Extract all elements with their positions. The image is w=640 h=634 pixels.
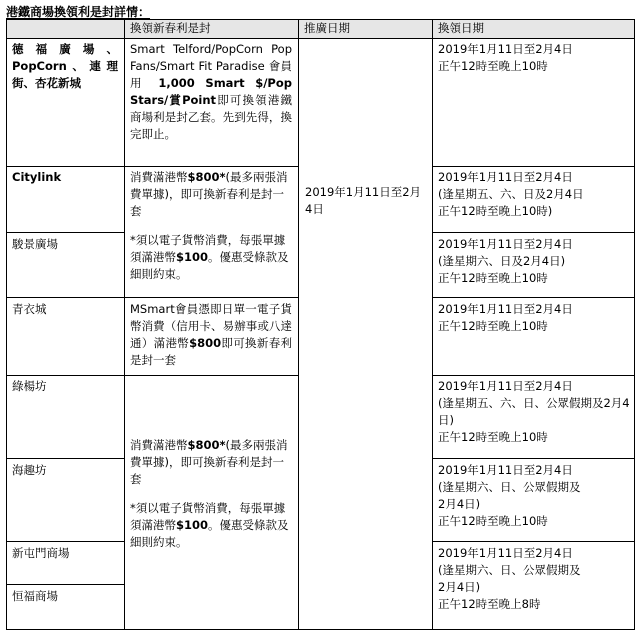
grid-line (6, 232, 124, 233)
page-title: 港鐵商場換領利是封詳情： (6, 5, 151, 19)
redeem-points: 1,000 Smart $/Pop Stars/賞Point (130, 76, 292, 107)
redeem-amount: $800 (189, 336, 222, 350)
location-citylink: Citylink (12, 170, 62, 184)
grid-line (6, 629, 635, 630)
offer-note: *須以電子貨幣消費，每張單據須滿港幣$100。優惠受條款及細則約束。 (130, 501, 289, 549)
redeem-citylink-lohas (130, 169, 290, 283)
location-tsing-yi: 青衣城 (12, 302, 47, 316)
grid-line (124, 166, 298, 167)
header-redeem-period: 換領日期 (432, 19, 635, 38)
dates-green-code: 2019年1月11日至2月4日 (逢星期五、六、日、公眾假期及2月4日) 正午12時至晚上10時 (438, 379, 630, 444)
offer-line: 消費滿港幣$800*(最多兩張消費單據)，即可換新春利是封一套 (130, 170, 288, 218)
grid-line (298, 19, 299, 630)
location-tko: 德福廣場、PopCorn、連理街、杏花新城 (12, 42, 118, 90)
redeem-tko (130, 41, 292, 143)
redeem-text: 即可換領港鐵商場利是封乙套。先到先得，換完即止。 (130, 93, 293, 141)
grid-line (6, 19, 635, 20)
redeem-text: 即可換新春利是封一套 (130, 336, 293, 367)
dates-tsing-yi: 2019年1月11日至2月4日 正午12時至晚上10時 (438, 302, 573, 333)
header-redeem: 換領新春利是封 (124, 19, 298, 38)
grid-line (6, 541, 124, 542)
location-ocean-walk: 海趣坊 (12, 463, 47, 477)
header-location (6, 19, 124, 38)
grid-line (6, 38, 635, 39)
redeem-text: Smart Telford/PopCorn Pop Fans/Smart Fit Paradise 會員用 (130, 42, 292, 90)
grid-line (6, 297, 124, 298)
grid-line (432, 458, 635, 459)
grid-line (432, 375, 635, 376)
redeem-tsing-yi (130, 301, 292, 369)
offer-note: *須以電子貨幣消費，每張單據須滿港幣$100。優惠受條款及細則約束。 (130, 233, 289, 281)
grid-line (6, 458, 124, 459)
dates-ocean-walk: 2019年1月11日至2月4日 (逢星期六、日、公眾假期及 2月4日) 正午12時至晚上10時 (438, 463, 581, 528)
dates-citylink: 2019年1月11日至2月4日 (逢星期五、六、日及2月4日 正午12時至晚上10時) (438, 170, 584, 218)
location-green-code: 綠楊坊 (12, 379, 47, 393)
grid-line (124, 297, 298, 298)
location-lohas: 駿景廣場 (12, 237, 58, 251)
grid-line (124, 375, 298, 376)
grid-line (634, 19, 635, 630)
grid-line (432, 232, 635, 233)
redeem-group-west (130, 437, 290, 551)
redeem-text: MSmart會員憑即日單一電子貨幣消費（信用卡、易辦事或八達通）滿港幣 (130, 302, 292, 350)
header-promo-period: 推廣日期 (298, 19, 432, 38)
grid-line (432, 19, 433, 630)
offer-line: 消費滿港幣$800*(最多兩張消費單據)，即可換新春利是封一套 (130, 438, 288, 486)
dates-tuen-mun: 2019年1月11日至2月4日 (逢星期六、日、公眾假期及 2月4日) 正午12時至晚上8時 (438, 546, 581, 611)
grid-line (6, 19, 7, 630)
grid-line (6, 584, 124, 585)
grid-line (432, 541, 635, 542)
dates-lohas: 2019年1月11日至2月4日 (逢星期六、日及2月4日) 正午12時至晚上10時 (438, 237, 573, 285)
grid-line (124, 19, 125, 630)
grid-line (6, 375, 124, 376)
promo-period: 2019年1月11日至2月4日 (305, 185, 422, 216)
dates-tko: 2019年1月11日至2月4日 正午12時至晚上10時 (438, 42, 573, 73)
grid-line (432, 166, 635, 167)
grid-line (6, 166, 124, 167)
location-hang-fook: 恒福商場 (12, 589, 58, 603)
grid-line (432, 297, 635, 298)
location-tuen-mun: 新屯門商場 (12, 546, 70, 560)
